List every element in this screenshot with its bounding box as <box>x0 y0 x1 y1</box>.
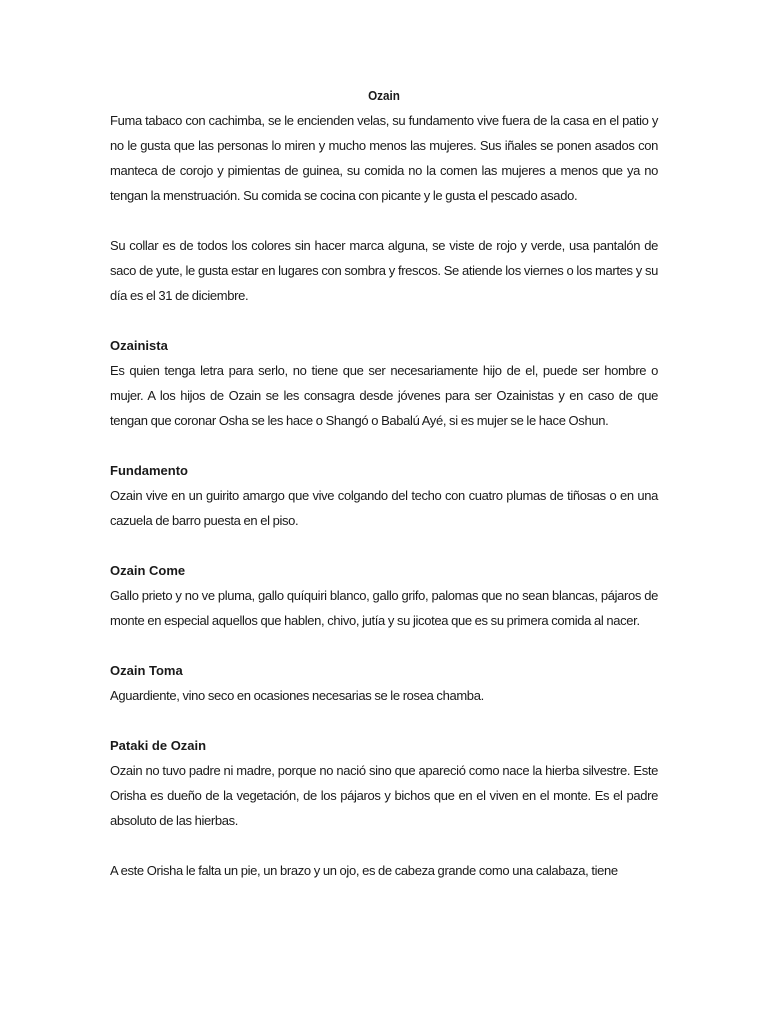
spacer <box>110 208 658 233</box>
section-heading-ozainista: Ozainista <box>110 338 168 353</box>
document-title: Ozain <box>368 88 400 103</box>
section-text-ozain-come: Gallo prieto y no ve pluma, gallo quíquiri blanco, gallo grifo, palomas que no sean blancas, pájaros de monte en especial aquellos que hablen, chivo, jutía y su jicotea que es su primera comida al nacer. <box>110 588 658 628</box>
spacer <box>110 533 658 558</box>
spacer <box>110 633 658 658</box>
section-text-fundamento: Ozain vive en un guirito amargo que vive colgando del techo con cuatro plumas de tiñosas o en una cazuela de barro puesta en el piso. <box>110 488 658 528</box>
section-heading-fundamento: Fundamento <box>110 463 188 478</box>
spacer <box>110 308 658 333</box>
intro-paragraph-1: Fuma tabaco con cachimba, se le encienden velas, su fundamento vive fuera de la casa en el patio y no le gusta que las personas lo miren y mucho menos las mujeres. Sus iñales se ponen asados con manteca de corojo y pimientas de guinea, su comida no la comen las mujeres a menos que ya no tengan la menstruación. Su comida se cocina con picante y le gusta el pescado asado. <box>110 113 658 203</box>
section-heading-pataki: Pataki de Ozain <box>110 738 207 753</box>
section-heading-ozain-toma: Ozain Toma <box>110 663 183 678</box>
section-text-ozainista: Es quien tenga letra para serlo, no tiene que ser necesariamente hijo de el, puede ser hombre o mujer. A los hijos de Ozain se les consagra desde jóvenes para ser Ozainistas y en caso de que tengan que coronar Osha se les hace o Shangó o Babalú Ayé, si es mujer se le hace Oshun. <box>110 363 658 428</box>
spacer <box>110 433 658 458</box>
document-page <box>110 83 658 883</box>
section-text-ozain-toma: Aguardiente, vino seco en ocasiones necesarias se le rosea chamba. <box>110 688 484 703</box>
spacer <box>110 708 658 733</box>
final-paragraph: A este Orisha le falta un pie, un brazo y un ojo, es de cabeza grande como una calabaza, tiene <box>110 863 618 878</box>
intro-paragraph-2: Su collar es de todos los colores sin hacer marca alguna, se viste de rojo y verde, usa pantalón de saco de yute, le gusta estar en lugares con sombra y frescos. Se atiende los viernes o los martes y su día es el 31 de diciembre. <box>110 238 658 303</box>
spacer <box>110 833 658 858</box>
section-heading-ozain-come: Ozain Come <box>110 563 186 578</box>
section-text-pataki: Ozain no tuvo padre ni madre, porque no nació sino que apareció como nace la hierba silvestre. Este Orisha es dueño de la vegetación, de los pájaros y bichos que en el viven en el monte. Es el padre absoluto de las hierbas. <box>110 763 658 828</box>
